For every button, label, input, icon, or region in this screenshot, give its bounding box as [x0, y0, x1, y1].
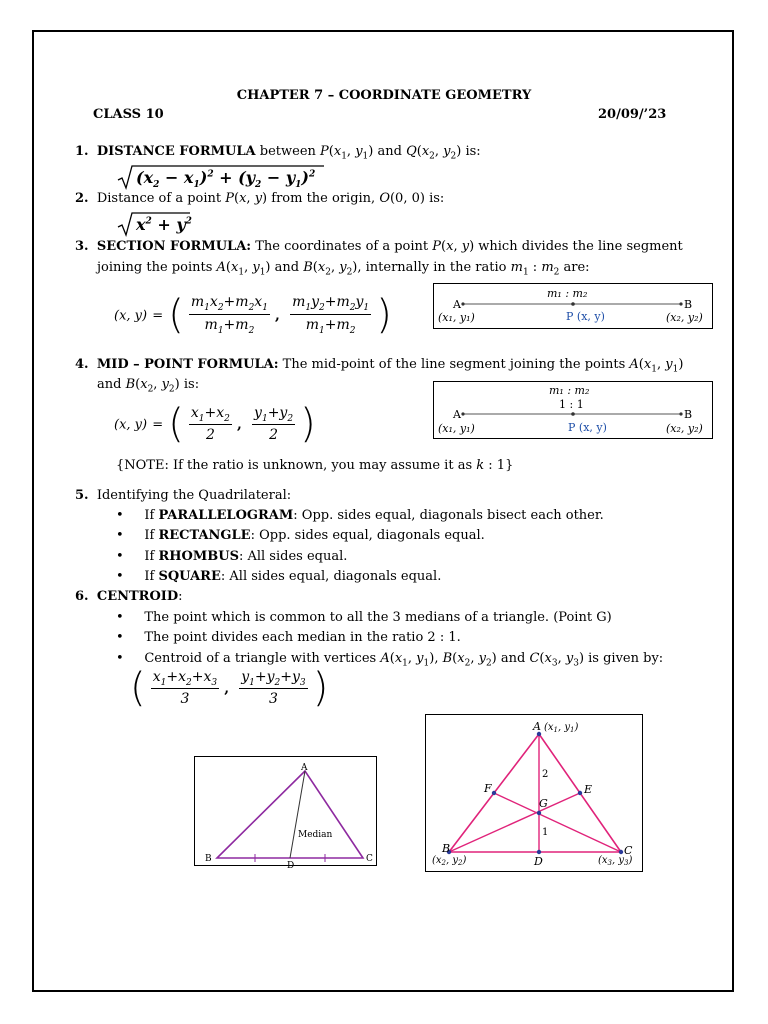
origin-distance-formula: $x^2 + y^2$: [116, 211, 192, 241]
quad-item-rhombus: • If RHOMBUS: All sides equal.: [116, 549, 348, 564]
midpoint-diagram: [433, 381, 713, 439]
section-diagram: [433, 283, 713, 329]
class-label: CLASS 10: [93, 107, 164, 122]
point-e-label: E: [584, 783, 593, 796]
point-a-coord: (x₁, y₁): [438, 422, 475, 435]
point-a-label: A: [453, 408, 461, 421]
centroid-item-3: • Centroid of a triangle with vertices $A(x_1$, $y_1$), $B(x_2$, $y_2$) and $C(x_3$, $y_3$) is given by:: [116, 651, 664, 669]
svg-text:(x3, y3): ($x_3$, $y_3$): [598, 855, 633, 867]
section-1: 1. DISTANCE FORMULA between $P(x_1$, $y_1$) and $Q(x_2$, $y_2$) is:: [75, 144, 481, 162]
ratio-two-label: 2: [542, 769, 549, 780]
point-d-label: D: [534, 855, 543, 868]
centroid-item-2: • The point divides each median in the ratio 2 : 1.: [116, 630, 461, 645]
centroid-formula: ( $\frac{x_1+x_2+x_3}{3}$ , $\frac{y_1+y_2+y_3}{3}$ ): [130, 665, 329, 711]
distance-formula: $(x_2 - x_1)^2 + (y_2 - y_1)^2$: [116, 164, 326, 194]
svg-text:(x1, y1): ($x_1$, $y_1$): [544, 722, 579, 734]
centroid-item-1: • The point which is common to all the 3 medians of a triangle. (Point G): [116, 610, 612, 625]
section-4-line2: and $B(x_2$, $y_2$) is:: [97, 377, 200, 395]
point-p-label: P (x, y): [566, 310, 605, 323]
quad-item-rectangle: • If RECTANGLE: Opp. sides equal, diagonals equal.: [116, 528, 485, 543]
median-label: Median: [298, 830, 333, 840]
point-b-label: B: [684, 408, 693, 421]
median-figure: [194, 756, 377, 871]
vertex-b-label: B: [205, 854, 212, 864]
section-3: 3. SECTION FORMULA: The coordinates of a point P(x, y) which divides the line segment: [75, 239, 683, 254]
centroid-g-label: G: [539, 797, 548, 810]
point-a-coord: (x₁, y₁): [438, 311, 475, 324]
midpoint-formula: (x, y) = ( $\frac{x_1+x_2}{2}$ , $\frac{y_1+y_2}{2}$ ): [114, 401, 316, 447]
vertex-c-label: C: [366, 854, 373, 864]
centroid-figure: [425, 714, 643, 872]
point-p-label: P (x, y): [568, 421, 607, 434]
vertex-a-label: A: [533, 720, 541, 733]
ratio-one-one: 1 : 1: [559, 398, 584, 411]
vertex-a-label: A: [301, 763, 308, 773]
svg-text:(x2, y2): ($x_2$, $y_2$): [432, 855, 467, 867]
ratio-label: m₁ : m₂: [549, 384, 590, 397]
date-label: 20/09/’23: [598, 107, 667, 122]
point-b-label: B: [684, 298, 693, 311]
section-5: 5. Identifying the Quadrilateral:: [75, 488, 292, 503]
quad-item-parallelogram: • If PARALLELOGRAM: Opp. sides equal, diagonals bisect each other.: [116, 508, 604, 523]
point-d-label: D: [287, 861, 295, 871]
point-f-label: F: [484, 782, 492, 795]
section-6: 6. CENTROID:: [75, 589, 183, 604]
vertex-c-label: C: [624, 844, 633, 857]
ratio-note: {NOTE: If the ratio is unknown, you may assume it as k : 1}: [116, 458, 514, 473]
section-3-line2: joining the points $A(x_1$, $y_1$) and $B(x_2$, $y_2$), internally in the ratio $m_1$ : $m_2$ are:: [97, 260, 590, 278]
quad-item-square: • If SQUARE: All sides equal, diagonals equal.: [116, 569, 442, 584]
point-b-coord: (x₂, y₂): [666, 311, 703, 324]
point-a-label: A: [453, 298, 461, 311]
section-formula: (x, y) = ( $\frac{m_1x_2+m_2x_1}{m_1+m_2}$ , $\frac{m_1y_2+m_2y_1}{m_1+m_2}$ ): [114, 291, 392, 338]
ratio-one-label: 1: [542, 827, 549, 838]
point-b-coord: (x₂, y₂): [666, 422, 703, 435]
page-title: CHAPTER 7 – COORDINATE GEOMETRY: [236, 88, 532, 103]
vertex-b-label: B: [442, 842, 451, 855]
section-4: 4. MID – POINT FORMULA: The mid-point of the line segment joining the points $A(x_1$, $y_1$): [75, 357, 684, 375]
section-2: 2. Distance of a point P(x, y) from the origin, O(0, 0) is:: [75, 191, 445, 206]
ratio-label: m₁ : m₂: [547, 287, 588, 300]
